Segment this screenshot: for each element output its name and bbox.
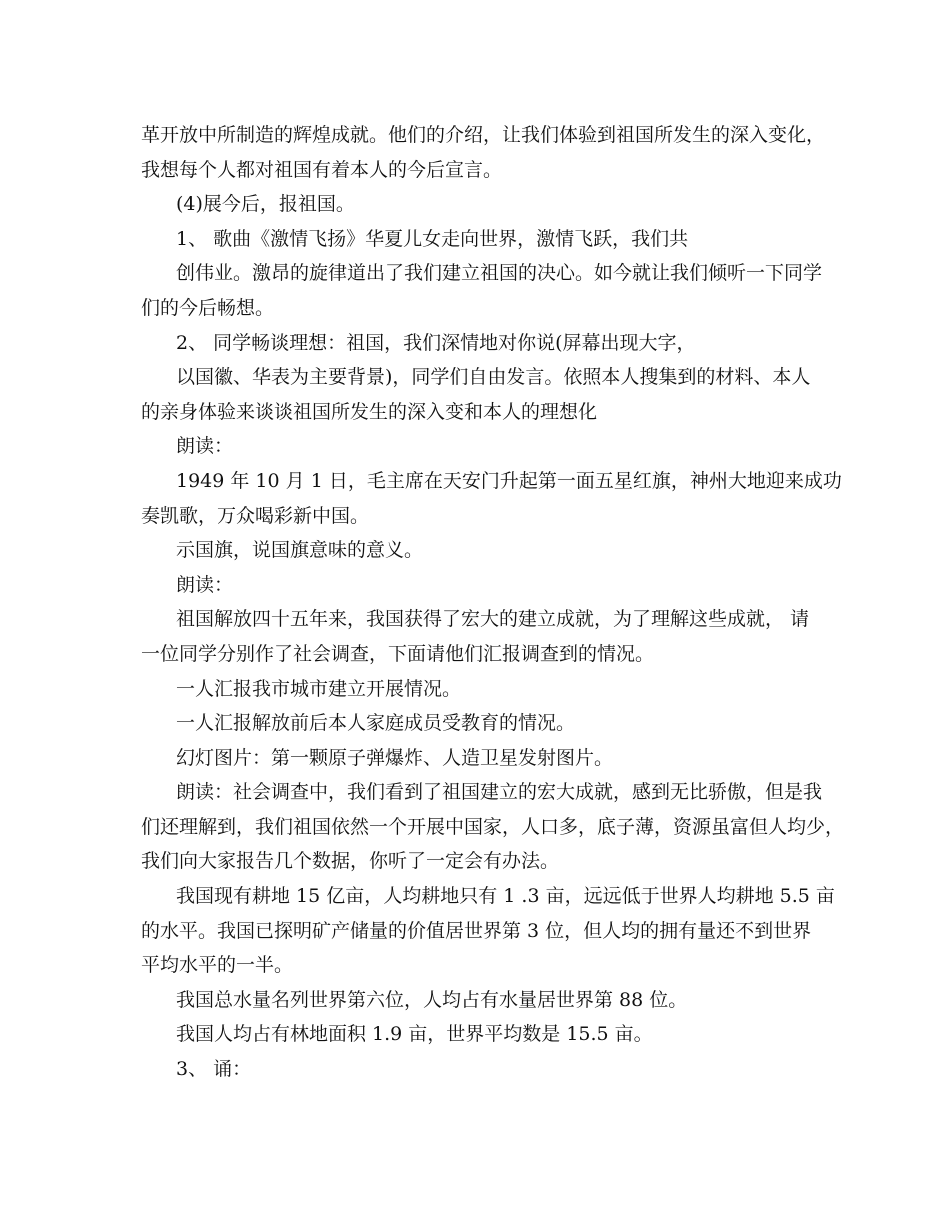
text-line: 我想每个人都对祖国有着本人的今后宣言。: [141, 158, 503, 181]
text-line: 我国现有耕地 15 亿亩，人均耕地只有 1 .3 亩，远远低于世界人均耕地 5.5 亩: [176, 885, 835, 908]
text-line: 的水平。我国已探明矿产储量的价值居世界第 3 位，但人均的拥有量还不到世界: [141, 919, 812, 942]
text-line: 我国总水量名列世界第六位，人均占有水量居世界第 88 位。: [176, 988, 688, 1011]
text-line: 幻灯图片：第一颗原子弹爆炸、人造卫星发射图片。: [176, 746, 614, 769]
text-line: 革开放中所制造的辉煌成就。他们的介绍，让我们体验到祖国所发生的深入变化，: [141, 124, 826, 146]
text-line: 我国人均占有林地面积 1.9 亩，世界平均数是 15.5 亩。: [176, 1023, 653, 1046]
text-line: 一人汇报我市城市建立开展情况。: [176, 677, 462, 700]
text-line: 祖国解放四十五年来，我国获得了宏大的建立成就，为了理解这些成就， 请: [176, 608, 810, 631]
text-line: 我们向大家报告几个数据，你听了一定会有办法。: [141, 850, 560, 873]
text-line: 朗读：: [176, 435, 234, 458]
text-line: 一人汇报解放前后本人家庭成员受教育的情况。: [176, 712, 576, 735]
text-line: 的亲身体验来谈谈祖国所发生的深入变和本人的理想化: [141, 400, 598, 423]
text-line: 们还理解到，我们祖国依然一个开展中国家，人口多，底子薄，资源虽富但人均少，: [141, 815, 845, 838]
text-line: 1、 歌曲《激情飞扬》华夏儿女走向世界，激情飞跃，我们共: [176, 227, 689, 250]
document-body: [141, 118, 845, 1087]
text-line: 朗读：社会调查中，我们看到了祖国建立的宏大成就，感到无比骄傲，但是我: [176, 781, 823, 804]
text-line: 平均水平的一半。: [141, 954, 294, 977]
text-line: 以国徽、华表为主要背景)，同学们自由发言。依照本人搜集到的材料、本人: [176, 366, 811, 389]
text-line: 们的今后畅想。: [141, 296, 275, 319]
text-line: (4)展今后，报祖国。: [176, 193, 355, 216]
text-line: 朗读：: [176, 573, 234, 596]
text-line: 2、 同学畅谈理想：祖国，我们深情地对你说(屏幕出现大字，: [176, 331, 696, 354]
text-line: 示国旗，说国旗意味的意义。: [176, 539, 424, 562]
text-line: 奏凯歌，万众喝彩新中国。: [141, 504, 370, 527]
text-line: 一位同学分别作了社会调查，下面请他们汇报调查到的情况。: [141, 642, 655, 665]
text-line: 创伟业。激昂的旋律道出了我们建立祖国的决心。如今就让我们倾听一下同学: [176, 262, 823, 285]
text-line: 3、 诵：: [176, 1058, 252, 1081]
text-line: 1949 年 10 月 1 日，毛主席在天安门升起第一面五星红旗，神州大地迎来成功: [176, 469, 842, 492]
